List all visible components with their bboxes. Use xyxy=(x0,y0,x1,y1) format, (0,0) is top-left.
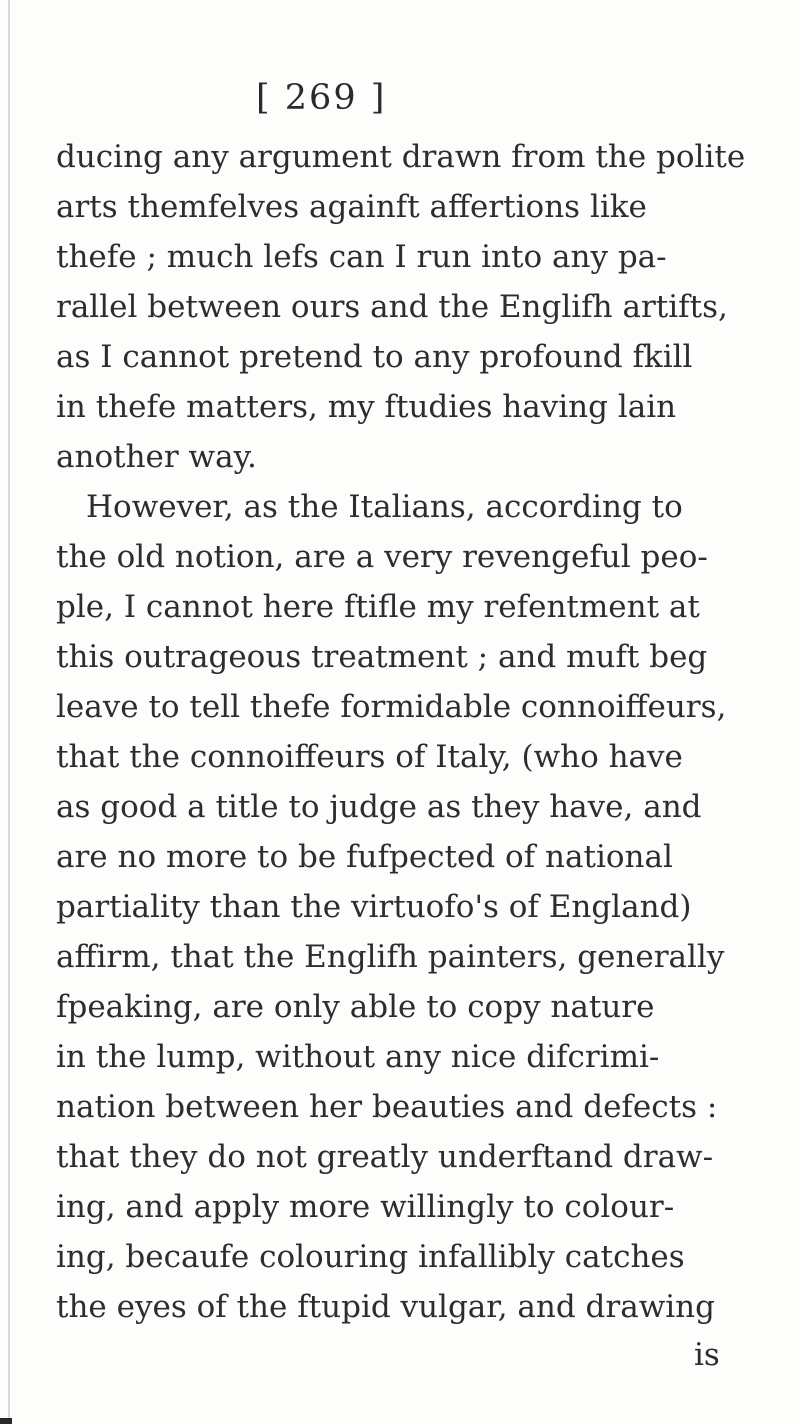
text-line: partiality than the virtuofo's of England) xyxy=(56,889,692,925)
text-line: thefe ; much lefs can I run into any pa- xyxy=(56,239,667,275)
text-line: as good a title to judge as they have, and xyxy=(56,789,702,825)
text-line: the eyes of the ftupid vulgar, and drawing xyxy=(56,1289,715,1325)
text-line: ing, and apply more willingly to colour- xyxy=(56,1189,675,1225)
text-line: ing, becaufe colouring infallibly catches xyxy=(56,1239,685,1275)
text-line: another way. xyxy=(56,439,257,475)
text-line: nation between her beauties and defects : xyxy=(56,1089,718,1125)
text-line: this outrageous treatment ; and muft beg xyxy=(56,639,708,675)
text-line: in thefe matters, my ftudies having lain xyxy=(56,389,677,425)
text-line: ple, I cannot here ftifle my refentment at xyxy=(56,589,700,625)
text-line: are no more to be fufpected of national xyxy=(56,839,673,875)
text-line: as I cannot pretend to any profound fkill xyxy=(56,339,693,375)
text-line: arts themfelves againft affertions like xyxy=(56,189,647,225)
page-number: [ 269 ] xyxy=(256,78,387,118)
text-line: rallel between ours and the Englifh artifts, xyxy=(56,289,728,325)
text-line: However, as the Italians, according to xyxy=(86,489,683,525)
text-line: that the connoiffeurs of Italy, (who have xyxy=(56,739,683,775)
text-line: leave to tell thefe formidable connoiffeurs, xyxy=(56,689,727,725)
catchword: is xyxy=(694,1337,720,1373)
text-line: ducing any argument drawn from the polite xyxy=(56,139,746,175)
text-line: affirm, that the Englifh painters, generally xyxy=(56,939,725,975)
text-line: that they do not greatly underftand draw- xyxy=(56,1139,714,1175)
text-line: the old notion, are a very revengeful peo- xyxy=(56,539,708,575)
text-line: in the lump, without any nice difcrimi- xyxy=(56,1039,660,1075)
text-line: fpeaking, are only able to copy nature xyxy=(56,989,655,1025)
